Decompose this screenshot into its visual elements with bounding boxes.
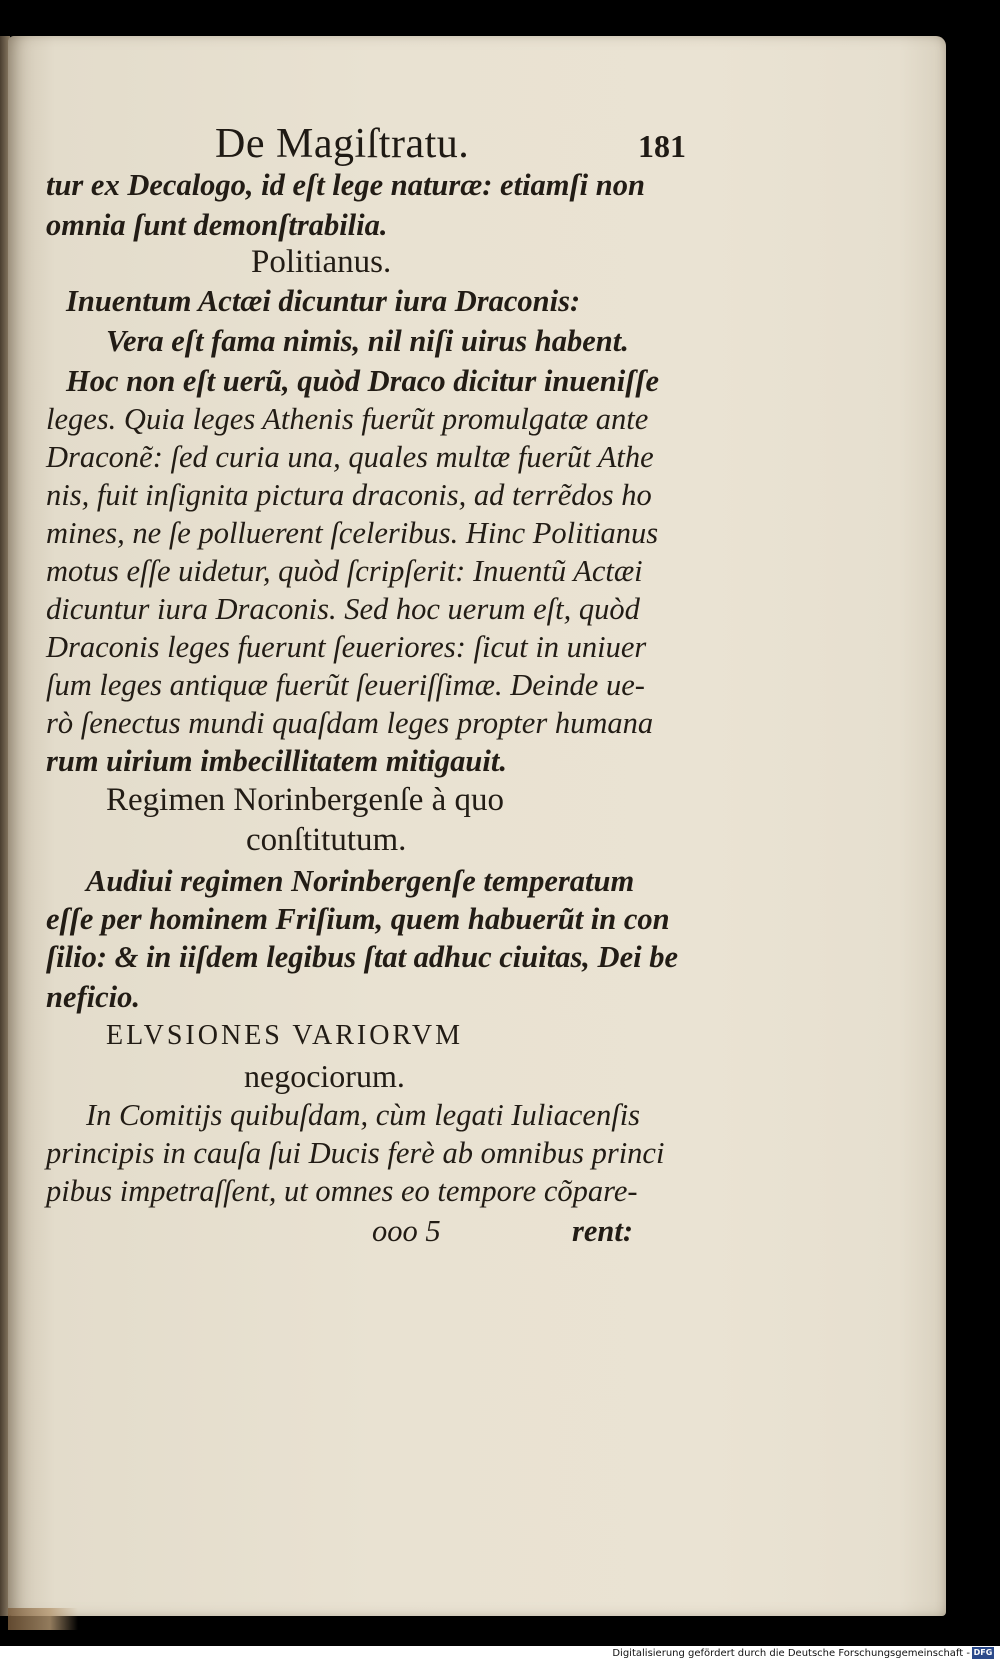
text-line: eſſe per hominem Friſium, quem habuerũt in con xyxy=(46,902,670,936)
text-line: ſum leges antiquæ fuerũt ſeueriſſimæ. Deinde ue- xyxy=(46,668,645,702)
text-line: Audiui regimen Norinbergenſe temperatum xyxy=(86,864,635,898)
section-heading-regimen: Regimen Norinbergenſe à quo xyxy=(106,782,505,818)
text-line: mines, ne ſe polluerent ſceleribus. Hinc Politianus xyxy=(46,516,659,550)
text-line: tur ex Decalogo, id eſt lege naturæ: etiamſi non xyxy=(46,168,645,202)
text-line: In Comitijs quibuſdam, cùm legati Iuliacenſis xyxy=(86,1098,641,1132)
text-line: Hoc non eſt uerũ, quòd Draco dicitur inueniſſe xyxy=(66,364,660,398)
section-heading-elusiones-cont: negociorum. xyxy=(244,1058,405,1094)
catchword: rent: xyxy=(572,1214,633,1248)
text-line: principis in cauſa ſui Ducis ferè ab omnibus princi xyxy=(46,1136,665,1170)
verse-line: Inuentum Actæi dicuntur iura Draconis: xyxy=(66,284,581,318)
text-line: nis, fuit inſignita pictura draconis, ad terrẽdos ho xyxy=(46,478,652,512)
funding-credit: Digitalisierung gefördert durch die Deutsche Forschungsgemeinschaft - xyxy=(612,1648,970,1659)
verse-line: Vera eſt fama nimis, nil niſi uirus habent. xyxy=(106,324,629,358)
text-line: neficio. xyxy=(46,980,141,1014)
page-corner-stain xyxy=(8,1608,78,1630)
dfg-logo-icon: DFG xyxy=(973,1648,993,1657)
text-line: pibus impetraſſent, ut omnes eo tempore cõpare- xyxy=(46,1174,638,1208)
section-heading-regimen-cont: conſtitutum. xyxy=(246,822,407,858)
section-heading-politianus: Politianus. xyxy=(251,244,392,280)
section-heading-elusiones: ELVSIONES VARIORVM xyxy=(106,1020,463,1051)
text-line: omnia ſunt demonſtrabilia. xyxy=(46,208,388,242)
text-line: rum uirium imbecillitatem mitigauit. xyxy=(46,744,507,778)
text-line: leges. Quia leges Athenis fuerũt promulgatæ ante xyxy=(46,402,649,436)
signature-mark: ooo 5 xyxy=(372,1214,441,1248)
book-page xyxy=(8,36,946,1616)
text-line: Draconis leges fuerunt ſeueriores: ſicut in uniuer xyxy=(46,630,647,664)
text-line: Draconẽ: ſed curia una, quales multæ fuerũt Athe xyxy=(46,440,654,474)
text-line: dicuntur iura Draconis. Sed hoc uerum eſt, quòd xyxy=(46,592,640,626)
text-line: motus eſſe uidetur, quòd ſcripſerit: Inuentũ Actæi xyxy=(46,554,643,588)
page-number: 181 xyxy=(638,128,686,164)
text-line: ſilio: & in iiſdem legibus ſtat adhuc ciuitas, Dei be xyxy=(46,940,679,974)
running-head: De Magiſtratu. xyxy=(215,121,470,167)
text-line: rò ſenectus mundi quaſdam leges propter humana xyxy=(46,706,654,740)
